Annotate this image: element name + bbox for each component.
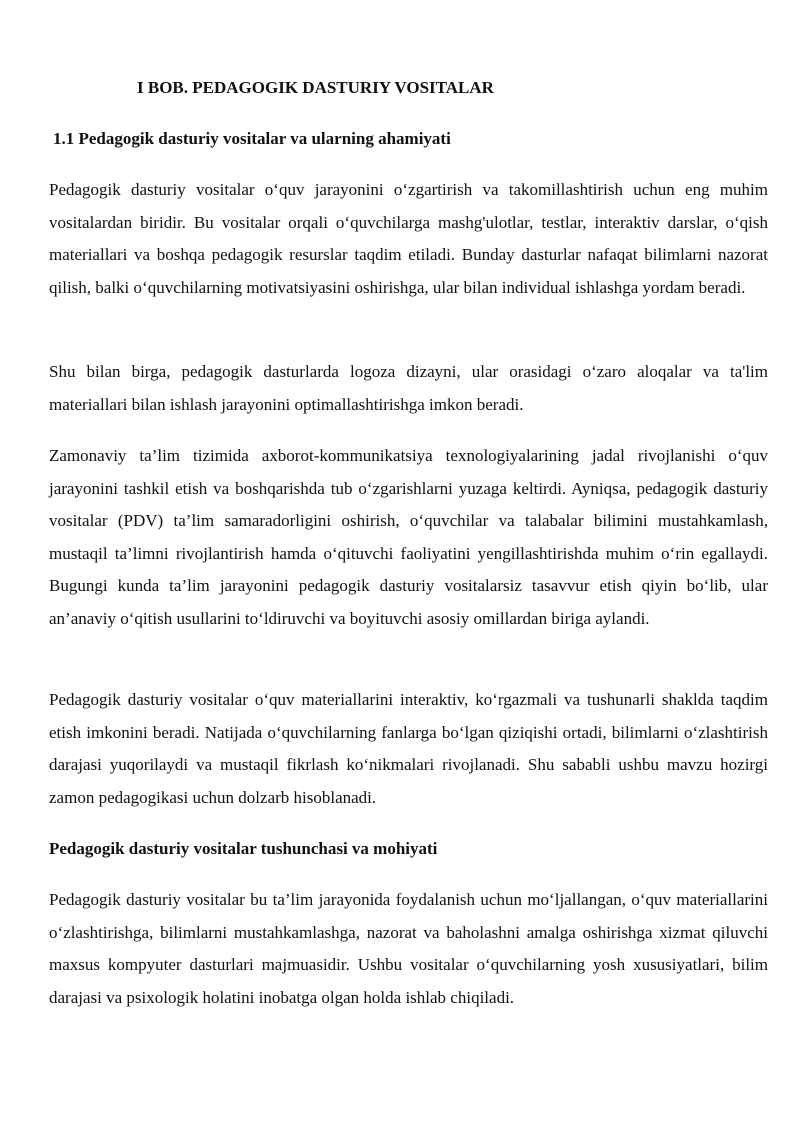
paragraph-modern-education: Zamonaviy ta’lim tizimida axborot-kommunikatsiya texnologiyalarining jadal rivojlanishi o‘quv jarayonini tashkil etish va boshqarishda tub o‘zgarishlarni yuzaga keltirdi. Ayniqsa, pedagogik dasturiy vositalar (PDV) ta’lim samaradorligini oshirish, o‘quvchilar va talabalar bilimini mustahkamlash, mustaqil ta’limni rivojlantirish hamda o‘qituvchi faoliyatini yengillashtirishda muhim o‘rin egallaydi. Bugungi kunda ta’lim jarayonini pedagogik dasturiy vositalarsiz tasavvur etish qiyin bo‘lib, ular an’anaviy o‘qitish usullarini to‘ldiruvchi va boyituvchi asosiy omillardan biriga aylandi.: [49, 446, 768, 628]
subsection-title: Pedagogik dasturiy vositalar tushunchasi va mohiyati: [49, 839, 438, 858]
section-title: 1.1 Pedagogik dasturiy vositalar va ularning ahamiyati: [53, 129, 451, 148]
paragraph-interactive-materials: Pedagogik dasturiy vositalar o‘quv materiallarini interaktiv, ko‘rgazmali va tushunarli shaklda taqdim etish imkonini beradi. Natijada o‘quvchilarning fanlarga bo‘lgan qiziqishi ortadi, bilimlarni o‘zlashtirish darajasi yuqorilaydi va mustaqil fikrlash ko‘nikmalari rivojlanadi. Shu sababli ushbu mavzu hozirgi zamon pedagogikasi uchun dolzarb hisoblanadi.: [49, 690, 768, 807]
paragraph-intro: Pedagogik dasturiy vositalar o‘quv jarayonini o‘zgartirish va takomillashtirish uchun eng muhim vositalardan biridir. Bu vositalar orqali o‘quvchilarga mashg'ulotlar, testlar, interaktiv darslar, o‘qish materiallari va boshqa pedagogik resurslar taqdim etiladi. Bunday dasturlar nafaqat bilimlarni nazorat qilish, balki o‘quvchilarning motivatsiyasini oshirishga, ular bilan individual ishlashga yordam beradi.: [49, 180, 768, 297]
chapter-title: I BOB. PEDAGOGIK DASTURIY VOSITALAR: [137, 78, 494, 97]
paragraph-definition: Pedagogik dasturiy vositalar bu ta’lim jarayonida foydalanish uchun mo‘ljallangan, o‘quv materiallarini o‘zlashtirishga, bilimlarni mustahkamlashga, nazorat va baholashni amalga oshirishga xizmat qiluvchi maxsus kompyuter dasturlari majmuasidir. Ushbu vositalar o‘quvchilarning yosh xususiyatlari, bilim darajasi va psixologik holatini inobatga olgan holda ishlab chiqiladi.: [49, 890, 768, 1007]
paragraph-design: Shu bilan birga, pedagogik dasturlarda logoza dizayni, ular orasidagi o‘zaro aloqalar va ta'lim materiallari bilan ishlash jarayonini optimallashtirishga imkon beradi.: [49, 362, 768, 414]
